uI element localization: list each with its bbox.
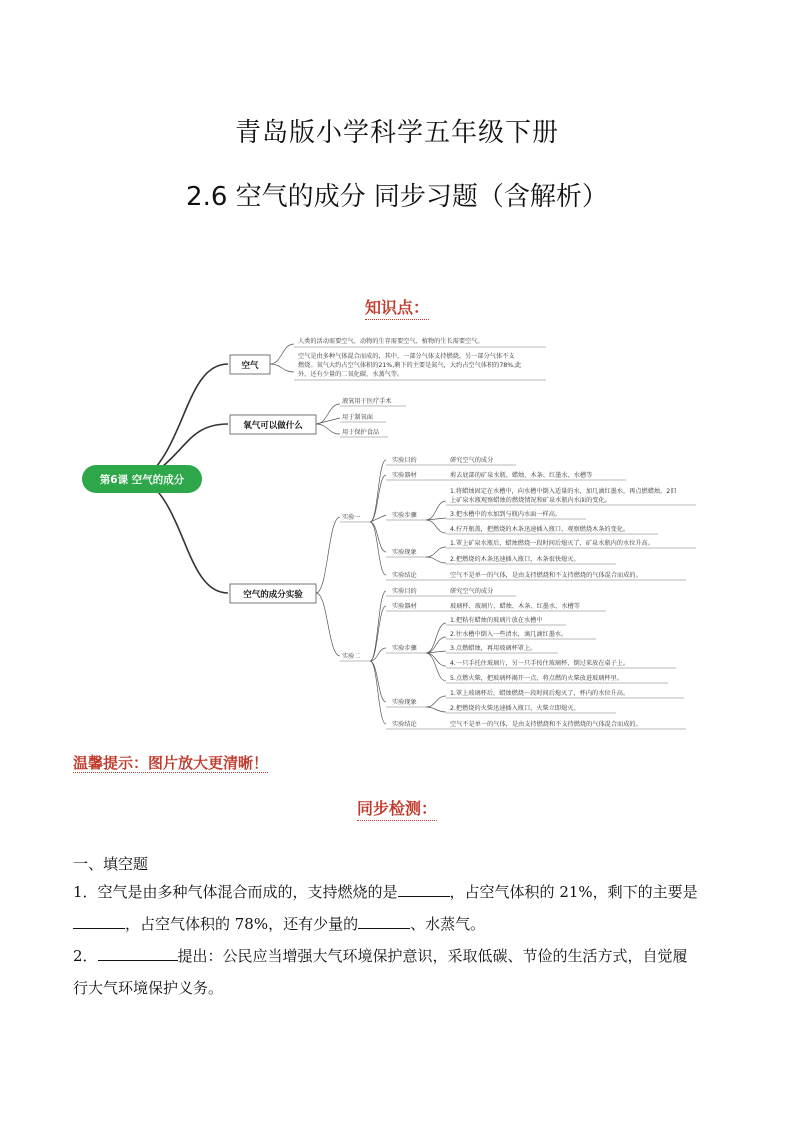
exp1-phenomenon-2: 2.把燃烧的木条迅速插入瓶口，木条很快熄灭。	[450, 556, 580, 563]
document-title: 青岛版小学科学五年级下册	[234, 118, 559, 148]
exp2-step2: 2.往水槽中倒入一些清水，滴几滴红墨水。	[450, 631, 568, 638]
q1-blank-3[interactable]	[358, 912, 410, 929]
node-air-label: 空气	[241, 361, 259, 371]
air-note-2-line1: 空气是由多种气体混合而成的，其中，一部分气体支持燃烧，另一部分气体不支	[298, 353, 515, 360]
air-note-1: 人类的活动需要空气、动物的生存需要空气、植物的生长需要空气。	[298, 338, 484, 345]
exp1-step3: 3.把水槽中的水加到与瓶内水面一样高。	[450, 511, 562, 518]
knowledge-heading: 知识点：	[0, 295, 794, 318]
exp2-step3: 3.点燃蜡烛，再用玻璃杯罩上。	[450, 645, 537, 652]
q1-text-a: 1．空气是由多种气体混合而成的，支持燃烧的是	[73, 883, 398, 901]
mindmap-root-label: 第6课 空气的成分	[99, 474, 185, 486]
exp1-conclusion-label: 实验结论	[392, 572, 417, 579]
air-note-2-line3: 外，还有少量的二氧化碳、水蒸气等。	[298, 371, 404, 378]
exp1-materials-label: 实验器材	[392, 472, 417, 479]
exp1-purpose: 研究空气的成分	[450, 457, 494, 464]
exp2-step4: 4.一只手托住玻璃片，另一只手按住玻璃杯，倒过来放在桌子上。	[450, 660, 630, 667]
document-subtitle: 2.6 空气的成分 同步习题（含解析）	[186, 182, 608, 212]
node-oxygen-label: 氧气可以做什么	[243, 421, 303, 431]
exp1-label: 实验一	[342, 514, 361, 521]
exp1-materials: 剪去底部的矿泉水瓶、蜡烛、木条、红墨水、水槽等	[450, 472, 593, 479]
q2-blank-1[interactable]	[98, 944, 178, 961]
q2-text-a: 提出：公民应当增强大气环境保护意识，采取低碳、节俭的生活方式，自觉履	[177, 947, 688, 965]
exp2-purpose: 研究空气的成分	[450, 588, 494, 595]
question-2	[73, 940, 723, 1004]
branch-line-air	[144, 364, 228, 479]
exp2-phenomenon-1: 1.罩上玻璃杯后，蜡烛燃烧一段时间后熄灭了，杯内的水位升高。	[450, 690, 630, 697]
exp2-materials: 玻璃杯、玻璃片、蜡烛、木条、红墨水、水槽等	[450, 603, 580, 610]
q2-text-b: 行大气环境保护义务。	[73, 979, 224, 997]
exp1-step1-line2: 上矿泉水瓶观察蜡烛的燃烧情况和矿泉水瓶内水面的变化。	[450, 497, 611, 504]
check-heading: 同步检测：	[0, 796, 794, 819]
exp1-conclusion: 空气不是单一的气体，是由支持燃烧和不支持燃烧的气体混合而成的。	[450, 572, 642, 579]
q2-number: 2．	[73, 947, 98, 965]
exp1-phenomenon-label: 实验现象	[392, 549, 417, 556]
exp1-steps-label: 实验步骤	[392, 512, 417, 519]
exp2-phenomenon-2: 2.把燃烧的火柴迅速插入瓶口，火柴立即熄灭。	[450, 705, 580, 712]
exp2-steps-label: 实验步骤	[392, 645, 417, 652]
mind-map	[76, 326, 736, 736]
exp2-materials-label: 实验器材	[392, 603, 417, 610]
q1-blank-1[interactable]	[398, 880, 450, 897]
exp2-conclusion-label: 实验结论	[392, 721, 417, 728]
exp2-label: 实验二	[342, 653, 361, 660]
oxygen-use-2: 用于制氧面	[342, 414, 373, 421]
tip-text: 温馨提示：图片放大更清晰！	[73, 754, 269, 772]
question-1	[73, 876, 723, 940]
oxygen-use-3: 用于保护食品	[342, 429, 380, 436]
branch-line-experiment	[144, 479, 228, 593]
exp2-step5: 5.点燃火柴，把玻璃杯揭开一点，将点燃的火柴放进玻璃杯里。	[450, 675, 623, 682]
exp2-purpose-label: 实验目的	[392, 588, 417, 595]
q1-text-d: 、水蒸气。	[410, 915, 486, 933]
exp2-step1: 1.把粘有蜡烛的玻璃片放在水槽中	[450, 617, 543, 624]
section-fill-blank: 一、填空题	[73, 855, 149, 873]
exp1-step4: 4.拧开瓶盖，把燃烧的木条迅速插入瓶口，观察燃烧木条的变化。	[450, 526, 630, 533]
exp1-phenomenon-1: 1.罩上矿泉水瓶后，蜡烛燃烧一段时间后熄灭了，矿泉水瓶内的水位升高。	[450, 540, 654, 547]
exp2-conclusion: 空气不是单一的气体，是由支持燃烧和不支持燃烧的气体混合而成的。	[450, 721, 642, 728]
exp1-purpose-label: 实验目的	[392, 457, 417, 464]
q1-text-b: ，占空气体积的 21%，剩下的主要是	[449, 883, 698, 901]
q1-text-c: ，占空气体积的 78%，还有少量的	[125, 915, 359, 933]
exp1-step1-line1: 1.将蜡烛固定在水槽中，向水槽中倒入适量的水，加几滴红墨水，再点燃蜡烛。2旧	[450, 488, 677, 495]
oxygen-use-1: 液氧用于医疗手术	[342, 398, 392, 405]
air-note-2-line2: 燃烧。氧气大约占空气体积的21%,剩下的主要是氮气，大约占空气体积的78%,此	[298, 362, 522, 369]
node-experiment-label: 空气的成分实验	[243, 590, 303, 600]
q1-blank-2[interactable]	[73, 912, 125, 929]
exp2-phenomenon-label: 实验现象	[392, 699, 417, 706]
